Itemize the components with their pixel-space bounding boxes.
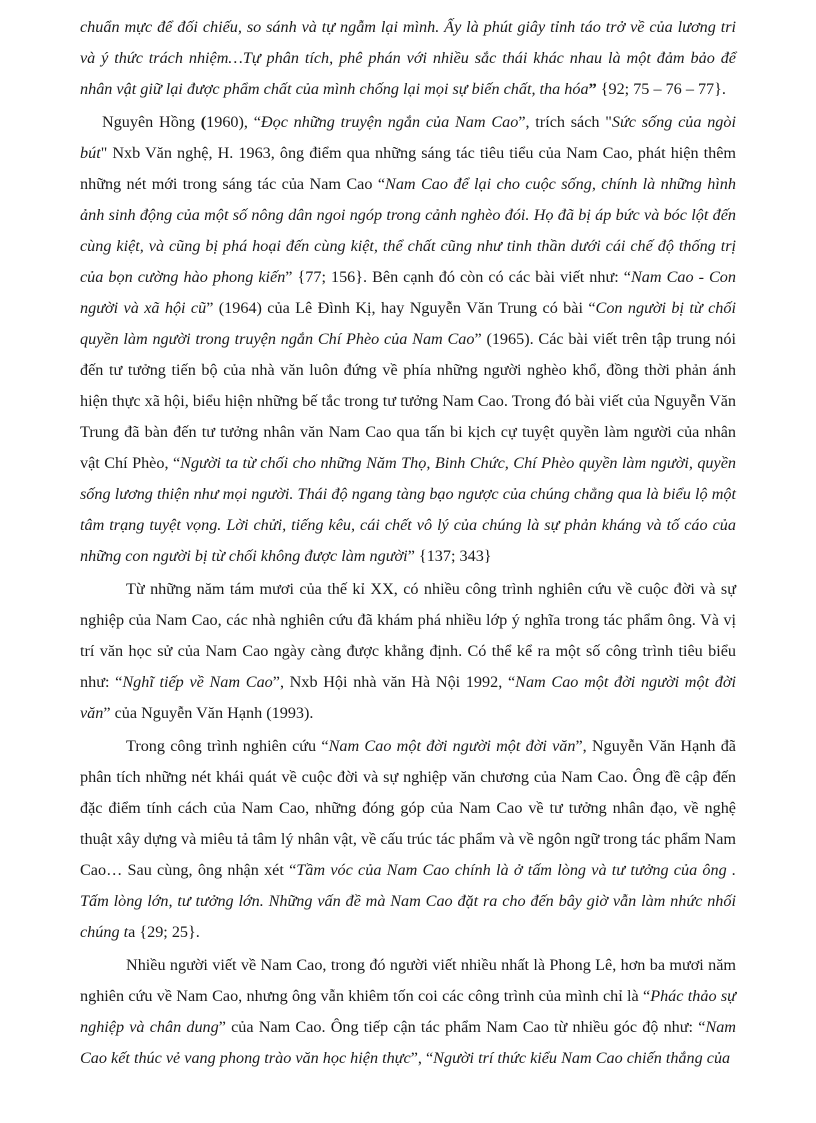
- document-page: [80, 12, 736, 1074]
- text-run: " Nxb Văn nghệ, H. 1963, ông điểm qua những sáng tác tiêu tiểu của Nam Cao, phát hiện thêm những nét mới trong sáng tác của Nam Cao “: [80, 144, 736, 193]
- text-run: ”, “: [410, 1049, 434, 1067]
- quoted-text: Nam Cao một đời người một đời văn: [80, 673, 736, 722]
- body-paragraph: [80, 574, 736, 729]
- quoted-text: Con người bị từ chối quyền làm người trong truyện ngắn Chí Phèo của Nam Cao: [80, 299, 736, 348]
- text-run: 1960), “: [206, 113, 261, 131]
- text-run: {92; 75 – 76 – 77}.: [596, 80, 726, 98]
- quoted-text: Nam Cao - Con người và xã hội cũ: [80, 268, 736, 317]
- text-run: ”, trích sách ": [518, 113, 612, 131]
- quoted-text: Người trí thức kiểu Nam Cao chiến thắng của: [433, 1049, 731, 1067]
- text-run: Nguyên Hồng: [102, 113, 201, 131]
- quoted-text: Đọc những truyện ngắn của Nam Cao: [260, 113, 519, 131]
- text-run: Nhiều người viết về Nam Cao, trong đó người viết nhiều nhất là Phong Lê, hơn ba mươi năm nghiên cứu về Nam Cao, nhưng ông vẫn khiêm tốn coi các công trình của mình chỉ là “: [80, 956, 736, 1005]
- text-run: ” của Nam Cao. Ông tiếp cận tác phẩm Nam Cao từ nhiều góc độ như: “: [218, 1018, 706, 1036]
- quoted-text: Phác thảo sự nghiệp và chân dung: [80, 987, 736, 1036]
- quoted-text: Nam Cao để lại cho cuộc sống, chính là những hình ảnh sinh động của một số nông dân ngoi ngóp trong cảnh nghèo đói. Họ đã bị áp bức và bóc lột đến cùng kiệt, và cũng bị phá hoại đến cùng kiệt, thể chất cũng như tinh thần dưới cái chế độ thống trị của bọn cường hào phong kiến: [80, 175, 736, 286]
- text-run: ”, Nguyễn Văn Hạnh đã phân tích những nét khái quát về cuộc đời và sự nghiệp văn chương của Nam Cao. Ông đề cập đến đặc điểm tính cách của Nam Cao, những đóng góp của Nam Cao về tư tưởng nhân đạo, về nghệ thuật xây dựng và miêu tả tâm lý nhân vật, về cấu trúc tác phẩm và về ngôn ngữ trong tác phẩm Nam Cao… Sau cùng, ông nhận xét “: [80, 737, 736, 879]
- body-paragraph: [80, 731, 736, 948]
- body-paragraph: [80, 12, 736, 105]
- text-run: Từ những năm tám mươi của thế kỉ XX, có nhiều công trình nghiên cứu về cuộc đời và sự nghiệp của Nam Cao, các nhà nghiên cứu đã khám phá nhiều lớp ý nghĩa trong tác phẩm ông. Và vị trí văn học sử của Nam Cao ngày càng được khẳng định. Có thể kể ra một số công trình tiêu biểu như: “: [80, 580, 736, 691]
- text-run: ”: [588, 80, 597, 98]
- text-run: a {29; 25}.: [128, 923, 200, 941]
- text-run: ” {77; 156}. Bên cạnh đó còn có các bài viết như: “: [285, 268, 631, 286]
- quoted-text: Nam Cao kết thúc vẻ vang phong trào văn học hiện thực: [80, 1018, 736, 1067]
- text-run: ”, Nxb Hội nhà văn Hà Nội 1992, “: [272, 673, 516, 691]
- quoted-text: Người ta từ chối cho những Năm Thọ, Binh Chức, Chí Phèo quyền làm người, quyền sống lương thiện như mọi người. Thái độ ngang tàng bạo ngược của chúng chẳng qua là biểu lộ một tâm trạng tuyệt vọng. Lời chửi, tiếng kêu, cái chết vô lý của chúng là sự phản kháng và tố cáo của những con người bị từ chối không được làm người: [80, 454, 736, 565]
- text-run: ” của Nguyễn Văn Hạnh (1993).: [103, 704, 314, 722]
- text-run: ” {137; 343}: [407, 547, 492, 565]
- body-paragraph: [80, 107, 736, 572]
- quoted-text: Sức sống của ngòi bút: [80, 113, 736, 162]
- text-run: (: [200, 113, 207, 131]
- body-paragraph: [80, 950, 736, 1074]
- quoted-text: Tầm vóc của Nam Cao chính là ở tấm lòng và tư tưởng của ông . Tấm lòng lớn, tư tưởng lớn. Những vấn đề mà Nam Cao đặt ra cho đến bây giờ vẫn làm nhức nhối chúng t: [80, 861, 737, 941]
- quoted-text: Nam Cao một đời người một đời văn: [328, 737, 576, 755]
- quoted-text: Nghĩ tiếp về Nam Cao: [122, 673, 273, 691]
- text-run: ” (1964) của Lê Đình Kị, hay Nguyễn Văn Trung có bài “: [206, 299, 596, 317]
- text-run: ” (1965). Các bài viết trên tập trung nói đến tư tưởng tiến bộ của nhà văn luôn đứng về phía những người nghèo khổ, đồng thời phản ánh hiện thực xã hội, biểu hiện những bế tắc trong tư tưởng Nam Cao. Trong đó bài viết của Nguyễn Văn Trung đã bàn đến tư tưởng nhân văn Nam Cao qua tấn bi kịch cự tuyệt quyền làm người của nhân vật Chí Phèo, “: [80, 330, 736, 472]
- text-run: Trong công trình nghiên cứu “: [126, 737, 329, 755]
- quoted-text: chuẩn mực để đối chiếu, so sánh và tự ngẫm lại mình. Ấy là phút giây tỉnh táo trở về của lương tri và ý thức trách nhiệm…Tự phân tích, phê phán với nhiều sắc thái khác nhau là một đảm bảo để nhân vật giữ lại được phẩm chất của mình chống lại mọi sự biến chất, tha hóa: [80, 18, 736, 98]
